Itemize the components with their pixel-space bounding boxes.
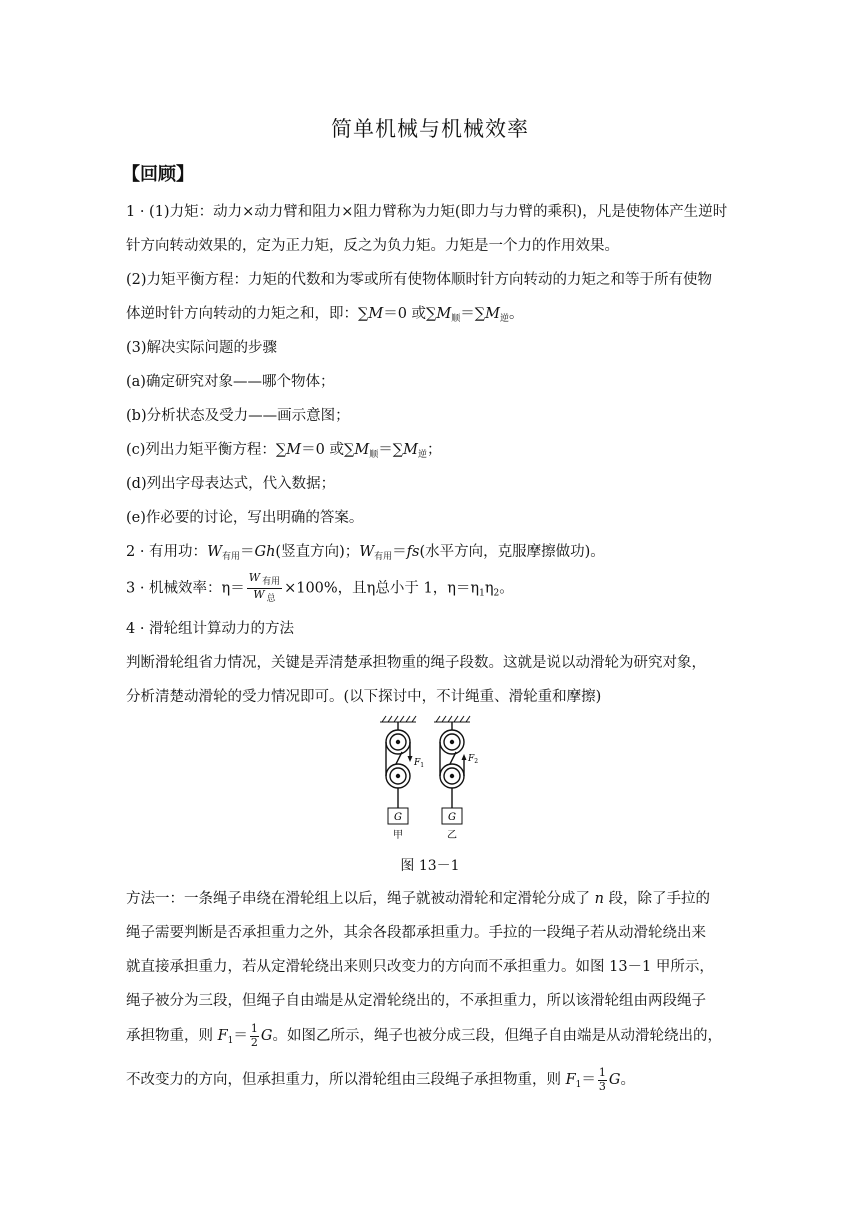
- step-a: (a)确定研究对象——哪个物体；: [126, 374, 335, 390]
- pulley-intro-line2: 分析清楚动滑轮的受力情况即可。(以下探讨中，不计绳重、滑轮重和摩擦): [126, 689, 602, 705]
- paragraph-balance-line1: (2)力矩平衡方程：力矩的代数和为零或所有使物体顺时针方向转动的力矩之和等于所有使物: [126, 272, 713, 288]
- useful-work-line: 2 · 有用功：$W_{有用}=Gh$(竖直方向)；$W_{有用}=fs$(水平方向，克服摩擦做功)。: [126, 544, 605, 562]
- step-b: (b)分析状态及受力——画示意图；: [126, 408, 350, 424]
- fraction-one-third: $\frac{1}{3}$: [598, 1066, 606, 1093]
- method-one-line3: 就直接承担重力，若从定滑轮绕出来则只改变力的方向而不承担重力。如图 13－1 甲所示，: [126, 959, 714, 975]
- pulley-method-heading: 4 · 滑轮组计算动力的方法: [126, 621, 295, 637]
- fraction-one-half: $\frac{1}{2}$: [250, 1022, 258, 1049]
- force-arrow-left: [408, 756, 413, 762]
- efficiency-line: 3 · 机械效率：η＝ $\frac{W _{有用}}{W _总}$ ×100%，且η总小于 1，$\eta=\eta_1\eta_2$。: [126, 571, 514, 604]
- step-c: (c)列出力矩平衡方程：∑M＝0 或$\sum M_顺=\sum M_逆$；: [126, 442, 442, 460]
- figure-caption: 图 13－1: [400, 858, 460, 874]
- method-one-line4: 绳子被分为三段，但绳子自由端是从定滑轮绕出的，不承担重力，所以该滑轮组由两段绳子: [126, 993, 706, 1009]
- step-d: (d)列出字母表达式，代入数据；: [126, 476, 336, 492]
- figure-label-yi: 乙: [447, 830, 457, 841]
- ceiling-left: [380, 716, 416, 722]
- paragraph-torque-line2: 针方向转动效果的，定为正力矩，反之为负力矩。力矩是一个力的作用效果。: [126, 238, 619, 254]
- page-title: 简单机械与机械效率: [331, 117, 529, 141]
- weight-label-left: G: [394, 812, 402, 823]
- weight-label-right: G: [448, 812, 456, 823]
- pulley-figure: [372, 714, 492, 844]
- section-heading: 【回顾】: [122, 164, 194, 185]
- force-arrow-right: [462, 754, 467, 760]
- ceiling-right: [434, 716, 470, 722]
- figure-label-jia: 甲: [393, 830, 403, 841]
- paragraph-balance-line2: 体逆时针方向转动的力矩之和，即：∑M＝0 或$\sum M_顺=\sum M_逆$。: [126, 306, 524, 324]
- efficiency-fraction: $\frac{W _{有用}}{W _总}$: [248, 571, 281, 604]
- pulley-system-left: [386, 722, 410, 824]
- force-label-f2: $F_2$: [468, 754, 479, 765]
- method-one-line6: 不改变力的方向，但承担重力，所以滑轮组由三段绳子承担物重，则 $F_1=$ $\frac{1}{3}$ G。: [126, 1066, 635, 1093]
- method-one-line1: 方法一：一条绳子串绕在滑轮组上以后，绳子就被动滑轮和定滑轮分成了 n 段，除了手拉的: [126, 891, 711, 907]
- paragraph-torque-line1: 1 · (1)力矩：动力×动力臂和阻力×阻力臂称为力矩(即力与力臂的乘积)，凡是使物体产生逆时: [126, 204, 728, 220]
- method-one-line5: 承担物重，则 $F_1=$ $\frac{1}{2}$ G。如图乙所示，绳子也被分成三段，但绳子自由端是从动滑轮绕出的，: [126, 1022, 722, 1049]
- pulley-system-right: [440, 722, 464, 824]
- method-one-line2: 绳子需要判断是否承担重力之外，其余各段都承担重力。手拉的一段绳子若从动滑轮绕出来: [126, 925, 706, 941]
- pulley-intro-line1: 判断滑轮组省力情况，关键是弄清楚承担物重的绳子段数。这就是说以动滑轮为研究对象，: [126, 655, 706, 671]
- force-label-f1: $F_1$: [414, 758, 425, 769]
- steps-heading: (3)解决实际问题的步骤: [126, 340, 278, 356]
- step-e: (e)作必要的讨论，写出明确的答案。: [126, 510, 364, 526]
